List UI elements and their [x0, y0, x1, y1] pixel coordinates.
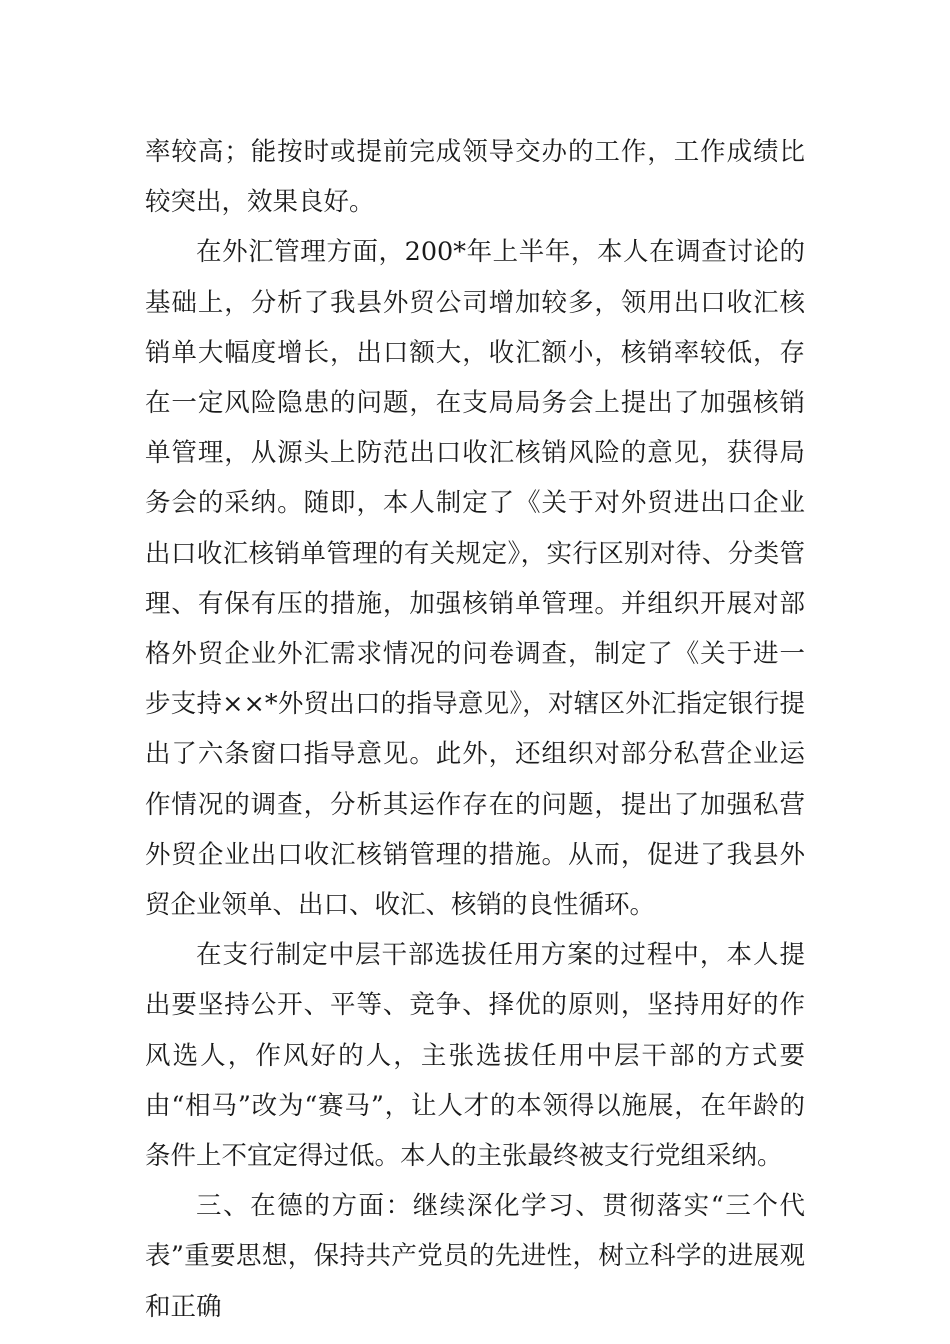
- document-body: [145, 127, 805, 1332]
- paragraph-continuation: 率较高；能按时或提前完成领导交办的工作，工作成绩比较突出，效果良好。: [145, 137, 805, 218]
- paragraph-cadre-selection: 在支行制定中层干部选拔任用方案的过程中，本人提出要坚持公开、平等、竞争、择优的原则，坚持用好的作风选人，作风好的人，主张选拔任用中层干部的方式要由“相马”改为“赛马”，让人才的本领得以施展，在年龄的条件上不宜定得过低。本人的主张最终被支行党组采纳。: [145, 940, 805, 1172]
- paragraph-foreign-exchange: 在外汇管理方面，200*年上半年，本人在调查讨论的基础上，分析了我县外贸公司增加较多，领用出口收汇核销单大幅度增长，出口额大，收汇额小，核销率较低，存在一定风险隐患的问题，在支局局务会上提出了加强核销单管理，从源头上防范出口收汇核销风险的意见，获得局务会的采纳。随即，本人制定了《关于对外贸进出口企业出口收汇核销单管理的有关规定》，实行区别对待、分类管理、有保有压的措施，加强核销单管理。并组织开展对部格外贸企业外汇需求情况的问卷调查，制定了《关于进一步支持××*外贸出口的指导意见》，对辖区外汇指定银行提出了六条窗口指导意见。此外，还组织对部分私营企业运作情况的调查，分析其运作存在的问题，提出了加强私营外贸企业出口收汇核销管理的措施。从而，促进了我县外贸企业领单、出口、收汇、核销的良性循环。: [145, 237, 805, 921]
- paragraph-moral-aspect: 三、在德的方面：继续深化学习、贯彻落实“三个代表”重要思想，保持共产党员的先进性，树立科学的进展观和正确: [145, 1191, 805, 1322]
